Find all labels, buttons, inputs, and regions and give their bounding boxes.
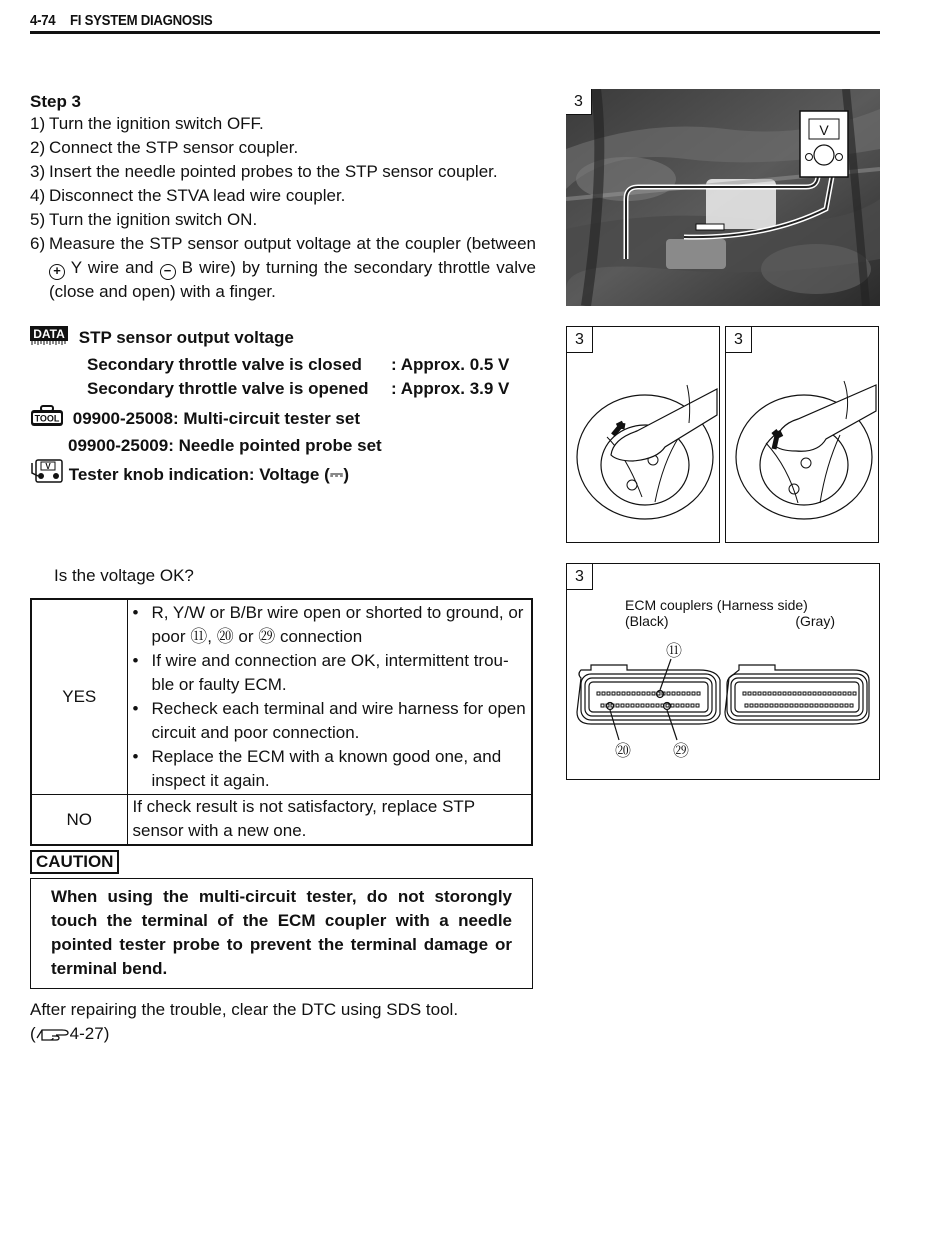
coupler-pin — [783, 692, 786, 695]
tester-knob-indication — [30, 459, 349, 490]
coupler-pin — [641, 704, 644, 707]
coupler-pin — [805, 704, 808, 707]
minus-terminal-icon: − — [160, 264, 176, 280]
coupler-pin — [676, 704, 679, 707]
coupler-pin — [671, 704, 674, 707]
coupler-pin — [830, 704, 833, 707]
coupler-pin — [853, 692, 856, 695]
step-number: 1) — [30, 114, 46, 133]
table-row — [31, 795, 532, 846]
coupler-pin — [750, 704, 753, 707]
list-item: • Replace the ECM with a known good one, and inspect it again. — [133, 745, 528, 793]
pin-29-label: ㉙ — [672, 741, 690, 760]
coupler-pin — [848, 692, 851, 695]
coupler-pin — [745, 704, 748, 707]
figure-label: 3 — [567, 564, 593, 590]
coupler-pin — [843, 692, 846, 695]
coupler-pin — [755, 704, 758, 707]
coupler-pin — [692, 692, 695, 695]
step-text: Disconnect the STVA lead wire coupler. — [49, 186, 346, 205]
ecm-coupler-drawing — [567, 564, 880, 780]
tester-knob-text-end: ) — [343, 465, 349, 484]
step-text-part: Measure the STP sensor output voltage at the coupler (between — [49, 234, 536, 253]
no-label: NO — [31, 795, 127, 846]
coupler-pin — [647, 692, 650, 695]
coupler-pin — [681, 704, 684, 707]
table-row — [31, 599, 532, 795]
coupler-pin — [622, 692, 625, 695]
coupler-pin — [785, 704, 788, 707]
figure-label: 3 — [566, 89, 592, 115]
meter-label: V — [819, 122, 829, 138]
coupler-pin — [815, 704, 818, 707]
figure-label: 3 — [567, 327, 593, 353]
coupler-pin — [682, 692, 685, 695]
coupler-pin — [621, 704, 624, 707]
coupler-pin — [810, 704, 813, 707]
coupler-pin — [835, 704, 838, 707]
coupler-pin — [687, 692, 690, 695]
coupler-pin — [763, 692, 766, 695]
tester-knob-text: Tester knob indication: Voltage ( — [68, 465, 330, 484]
coupler-pin — [616, 704, 619, 707]
step-text: Connect the STP sensor coupler. — [49, 138, 299, 157]
ecm-right-color: (Gray) — [795, 613, 835, 629]
coupler-pin — [691, 704, 694, 707]
step-text: Turn the ignition switch ON. — [49, 210, 258, 229]
coupler-pin — [798, 692, 801, 695]
coupler-pin — [770, 704, 773, 707]
step-list — [30, 112, 536, 304]
coupler-pin — [753, 692, 756, 695]
coupler-pin — [768, 692, 771, 695]
list-item: • Recheck each terminal and wire harness for open circuit and poor connection. — [133, 697, 528, 745]
data-icon-label: DATA — [33, 327, 65, 341]
figure-throttle-closed — [566, 326, 720, 543]
coupler-pin — [765, 704, 768, 707]
coupler-pin — [833, 692, 836, 695]
coupler-pin — [612, 692, 615, 695]
step-item — [30, 184, 536, 208]
tool-line: 09900-25008: Multi-circuit tester set — [72, 409, 360, 428]
step-text-part: B wire) by turning the secondary throttle valve (close and open) with a finger. — [49, 258, 536, 301]
coupler-pin — [656, 704, 659, 707]
coupler-pin — [646, 704, 649, 707]
data-spec — [30, 326, 550, 401]
step-text-part: Y wire and — [70, 258, 154, 277]
page-number: 4-74 — [30, 12, 56, 29]
step-title: Step 3 — [30, 92, 82, 111]
coupler-pin — [631, 704, 634, 707]
caution-label: CAUTION — [30, 850, 119, 874]
throttle-closed-drawing — [567, 327, 720, 543]
step-text: Insert the needle pointed probes to the STP sensor coupler. — [49, 162, 498, 181]
tool-icon — [30, 405, 64, 434]
special-tools — [30, 405, 382, 458]
coupler-pin — [748, 692, 751, 695]
reference-hand-icon — [36, 1025, 70, 1049]
coupler-pin — [697, 692, 700, 695]
plus-terminal-icon: + — [49, 264, 65, 280]
step-text — [49, 232, 536, 304]
step-text: Turn the ignition switch OFF. — [49, 114, 264, 133]
coupler-pin — [845, 704, 848, 707]
ecm-left-color: (Black) — [625, 613, 669, 629]
step-item — [30, 112, 536, 136]
coupler-pin — [696, 704, 699, 707]
coupler-pin — [813, 692, 816, 695]
coupler-pin — [627, 692, 630, 695]
coupler-pin — [775, 704, 778, 707]
coupler-pin — [820, 704, 823, 707]
after-text: After repairing the trouble, clear the DTC using SDS tool. — [30, 1000, 459, 1019]
tool-icon-label: TOOL — [34, 413, 60, 424]
question: Is the voltage OK? — [54, 566, 194, 585]
no-text: If check result is not satisfactory, replace STP sensor with a new one. — [127, 795, 532, 846]
coupler-pin — [597, 692, 600, 695]
engine-photo — [566, 89, 880, 306]
dc-voltage-icon: ⎓ — [329, 465, 344, 484]
ref-open: ( — [30, 1024, 36, 1043]
coupler-pin — [790, 704, 793, 707]
tester-icon-label: V — [45, 462, 51, 471]
figure-photo — [566, 89, 880, 306]
page-reference: 4-27) — [69, 1024, 110, 1043]
result-table — [30, 598, 533, 846]
coupler-pin — [825, 704, 828, 707]
spec-row — [30, 353, 550, 377]
coupler-pin — [838, 692, 841, 695]
data-icon — [30, 326, 68, 353]
coupler-pin — [850, 704, 853, 707]
coupler-pin — [780, 704, 783, 707]
after-repair-text — [30, 998, 536, 1049]
coupler-pin — [672, 692, 675, 695]
coupler-pin — [840, 704, 843, 707]
coupler-pin — [778, 692, 781, 695]
coupler-pin — [607, 692, 610, 695]
pin-11-label: ⑪ — [665, 641, 683, 660]
coupler-pin — [666, 704, 669, 707]
spec-value: : Approx. 3.9 V — [391, 379, 510, 398]
coupler-pin — [667, 692, 670, 695]
yes-list — [133, 601, 528, 793]
list-item: • R, Y/W or B/Br wire open or shorted to ground, or poor ⑪, ⑳ or ㉙ connection — [133, 601, 528, 649]
spec-value: : Approx. 0.5 V — [391, 355, 510, 374]
figure-ecm-couplers — [566, 563, 880, 780]
figure-throttle-open — [725, 326, 879, 543]
coupler-pin — [793, 692, 796, 695]
coupler-pin — [632, 692, 635, 695]
coupler-pin — [818, 692, 821, 695]
section-title: FI SYSTEM DIAGNOSIS — [69, 12, 212, 29]
coupler-pin — [642, 692, 645, 695]
pin-20-label: ⑳ — [614, 741, 632, 760]
coupler-pin — [637, 692, 640, 695]
throttle-open-drawing — [726, 327, 879, 543]
step-item — [30, 136, 536, 160]
tester-icon — [30, 459, 64, 490]
coupler-pin — [602, 692, 605, 695]
yes-label: YES — [31, 599, 127, 795]
step-number: 6) — [30, 234, 46, 253]
coupler-pin — [795, 704, 798, 707]
spec-row — [30, 377, 550, 401]
step-number: 2) — [30, 138, 46, 157]
tool-line: 09900-25009: Needle pointed probe set — [68, 436, 382, 455]
coupler-pin — [677, 692, 680, 695]
spec-label: Secondary throttle valve is opened — [87, 379, 369, 398]
data-spec-title: STP sensor output voltage — [78, 328, 294, 347]
step-number: 4) — [30, 186, 46, 205]
coupler-pin — [823, 692, 826, 695]
step-number: 5) — [30, 210, 46, 229]
ecm-title: ECM couplers (Harness side) — [625, 597, 808, 613]
coupler-pin — [652, 692, 655, 695]
coupler-pin — [636, 704, 639, 707]
coupler-pin — [601, 704, 604, 707]
coupler-pin — [758, 692, 761, 695]
caution-text: When using the multi-circuit tester, do not storongly touch the terminal of the ECM coupler with a needle pointed tester probe to prevent the terminal damage or terminal bend. — [30, 878, 533, 989]
list-item: • If wire and connection are OK, intermittent trou-ble or faulty ECM. — [133, 649, 528, 697]
coupler-pin — [808, 692, 811, 695]
coupler-pin — [828, 692, 831, 695]
step-number: 3) — [30, 162, 46, 181]
step-item — [30, 232, 536, 304]
coupler-pin — [626, 704, 629, 707]
figure-label: 3 — [726, 327, 752, 353]
page-header — [30, 8, 880, 34]
coupler-pin — [800, 704, 803, 707]
step-item — [30, 208, 536, 232]
step-item — [30, 160, 536, 184]
coupler-pin — [773, 692, 776, 695]
spec-label: Secondary throttle valve is closed — [87, 355, 362, 374]
coupler-pin — [803, 692, 806, 695]
coupler-pin — [743, 692, 746, 695]
coupler-pin — [788, 692, 791, 695]
coupler-pin — [617, 692, 620, 695]
coupler-pin — [686, 704, 689, 707]
coupler-pin — [651, 704, 654, 707]
coupler-pin — [760, 704, 763, 707]
